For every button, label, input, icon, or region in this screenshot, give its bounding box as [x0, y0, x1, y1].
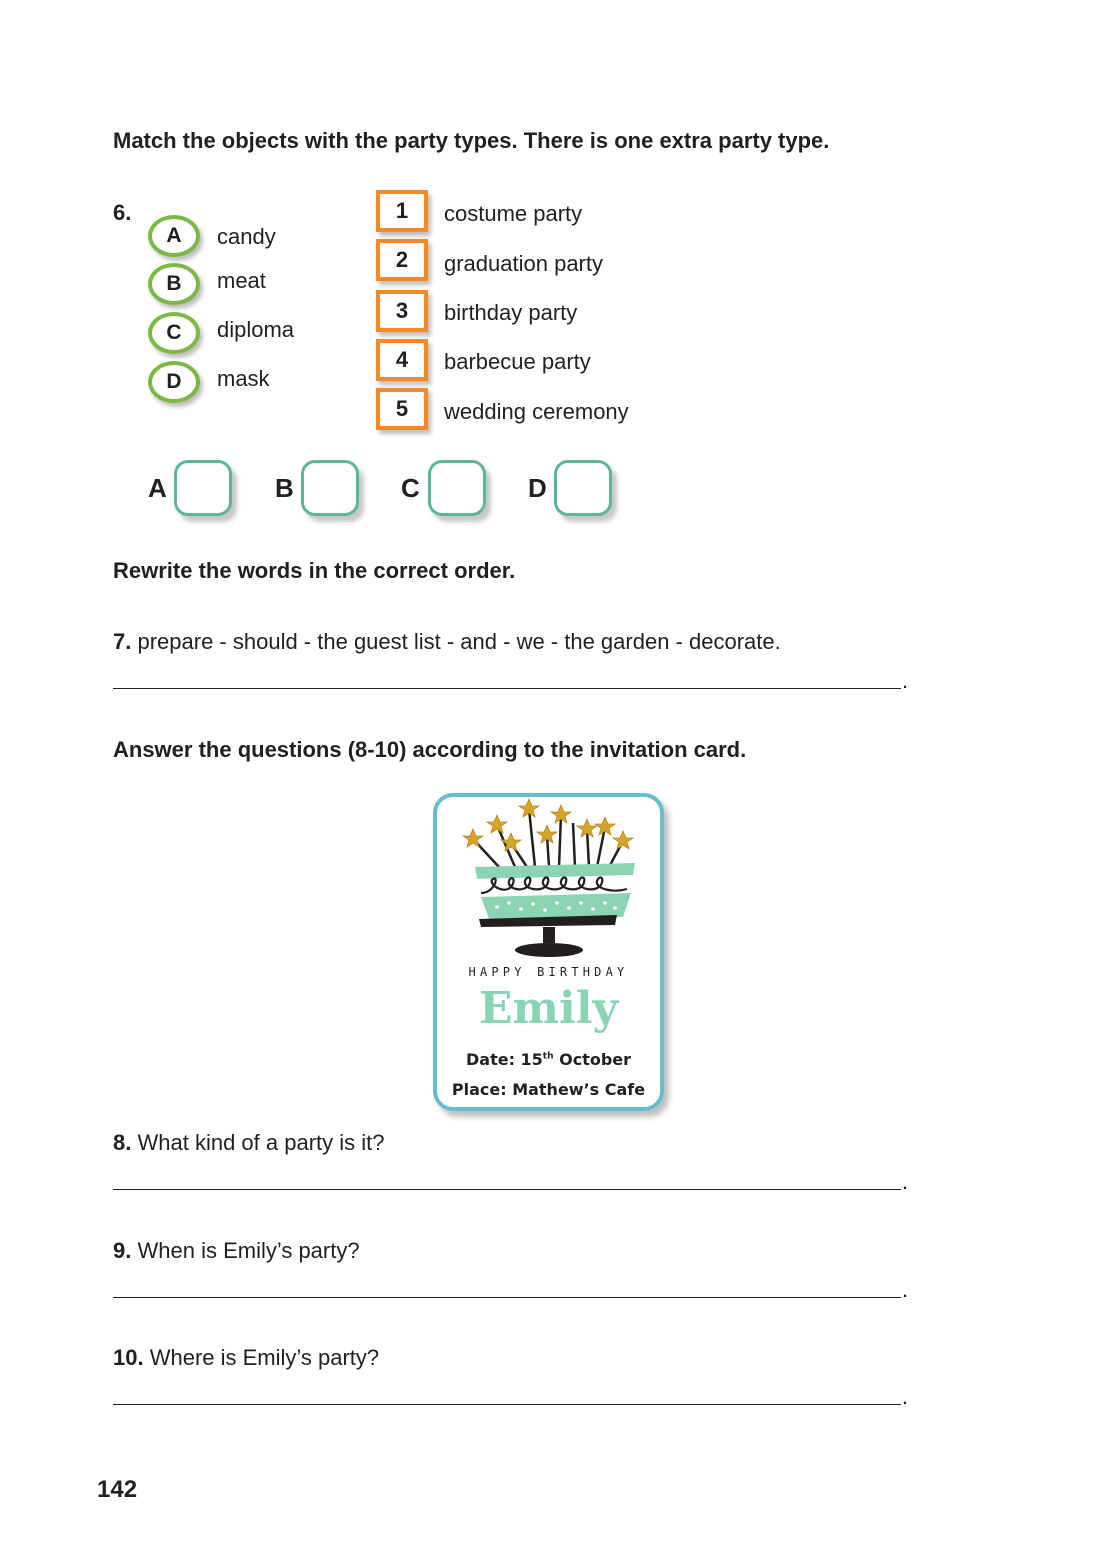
answer-box-c[interactable] [428, 460, 486, 516]
question-number-6: 6. [113, 200, 132, 225]
party-label-1: costume party [444, 201, 583, 226]
answer-letter-d: D [528, 473, 547, 503]
party-label-3: birthday party [444, 300, 578, 325]
card-date [437, 1050, 660, 1069]
answer-period-7: . [902, 668, 909, 693]
answer-period-8: . [902, 1169, 909, 1194]
question-10 [113, 1345, 379, 1371]
question-8 [113, 1130, 384, 1156]
party-number-5: 5 [376, 388, 428, 430]
question-number-8: 8. [113, 1130, 132, 1155]
object-word-c: diploma [217, 317, 295, 342]
answer-line-10[interactable] [113, 1404, 901, 1405]
question-text-8: What kind of a party is it? [137, 1130, 385, 1155]
question-text-10: Where is Emily’s party? [149, 1345, 380, 1370]
card-place: Place: Mathew’s Cafe [451, 1080, 646, 1099]
question-number-7: 7. [113, 629, 132, 654]
card-date-label: Date: 15 [465, 1050, 543, 1069]
card-name: Emily [478, 983, 619, 1034]
answer-letter-c: C [401, 473, 420, 503]
party-number-2: 2 [376, 239, 428, 281]
question-text-7: prepare - should - the guest list - and - we - the garden - decorate. [137, 629, 781, 654]
instruction-answer: Answer the questions (8-10) according to the invitation card. [113, 737, 747, 762]
answer-period-9: . [902, 1277, 909, 1302]
card-happy-birthday: HAPPY BIRTHDAY [468, 965, 629, 979]
answer-line-7[interactable] [113, 688, 901, 689]
question-7 [113, 629, 781, 655]
page-number: 142 [97, 1476, 138, 1503]
object-word-b: meat [217, 268, 266, 293]
party-number-3: 3 [376, 290, 428, 332]
party-number-4: 4 [376, 339, 428, 381]
party-label-5: wedding ceremony [444, 399, 629, 424]
invitation-card [433, 793, 664, 1111]
question-number-9: 9. [113, 1238, 132, 1263]
question-number-10: 10. [113, 1345, 144, 1370]
party-label-4: barbecue party [444, 349, 591, 374]
answer-letter-a: A [148, 473, 167, 503]
party-number-1: 1 [376, 190, 428, 232]
answer-period-10: . [902, 1384, 909, 1409]
instruction-rewrite: Rewrite the words in the correct order. [113, 558, 516, 583]
object-word-a: candy [217, 224, 276, 249]
object-letter-d: D [148, 361, 200, 403]
question-9 [113, 1238, 360, 1264]
answer-letter-b: B [275, 473, 294, 503]
answer-box-b[interactable] [301, 460, 359, 516]
answer-line-9[interactable] [113, 1297, 901, 1298]
object-letter-c: C [148, 312, 200, 354]
card-date-month: October [553, 1050, 632, 1069]
answer-line-8[interactable] [113, 1189, 901, 1190]
answer-box-a[interactable] [174, 460, 232, 516]
object-letter-b: B [148, 263, 200, 305]
birthday-cake-illustration [437, 797, 660, 962]
question-text-9: When is Emily’s party? [137, 1238, 360, 1263]
answer-box-d[interactable] [554, 460, 612, 516]
instruction-match: Match the objects with the party types. There is one extra party type. [113, 128, 830, 153]
object-word-d: mask [217, 366, 270, 391]
party-label-2: graduation party [444, 251, 603, 276]
object-letter-a: A [148, 215, 200, 257]
card-date-suffix: th [542, 1051, 554, 1062]
